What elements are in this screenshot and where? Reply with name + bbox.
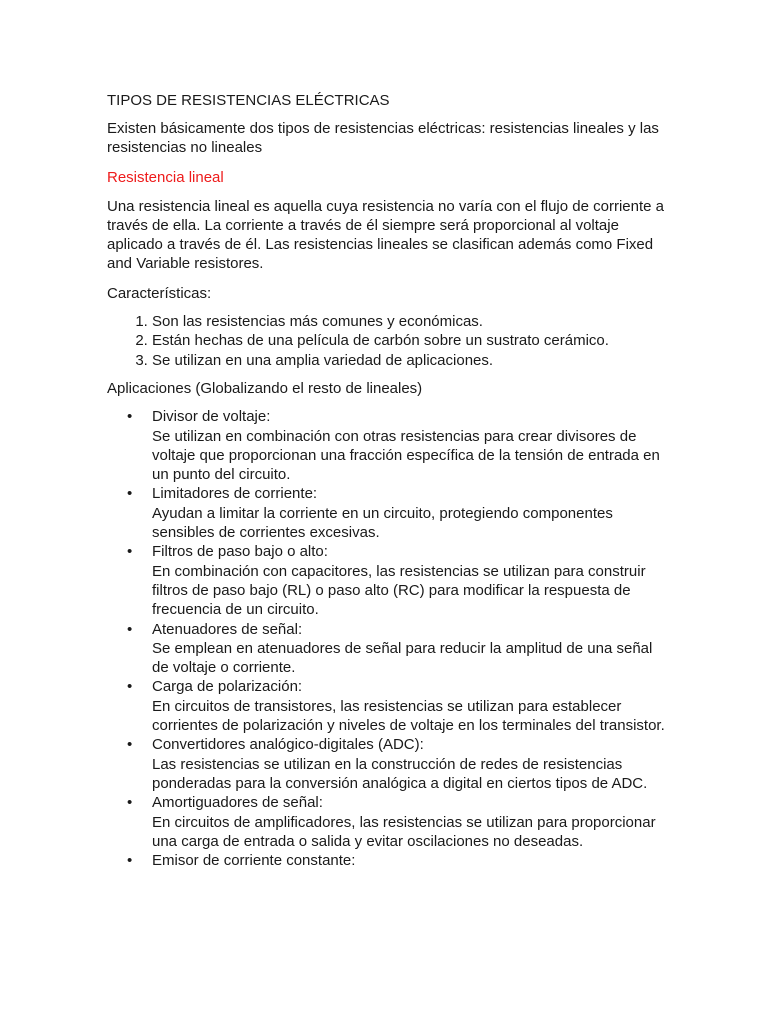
application-name: Amortiguadores de señal: [152, 794, 323, 812]
applications-item [127, 484, 667, 542]
application-description: Se emplean en atenuadores de señal para reducir la amplitud de una señal de voltaje o corriente. [152, 639, 653, 677]
applications-item [127, 851, 667, 870]
applications-item [127, 677, 667, 735]
application-name: Atenuadores de señal: [152, 620, 303, 638]
applications-item [127, 620, 667, 678]
section-paragraph: Una resistencia lineal es aquella cuya resistencia no varía con el flujo de corriente a través de ella. La corriente a través de él siempre será proporcional al voltaje aplicado a través de él. Las resistencias lineales se clasifican además como Fixed and Variable resistores. [107, 197, 664, 273]
applications-item [127, 793, 667, 851]
features-item: 3. Se utilizan en una amplia variedad de aplicaciones. [152, 351, 667, 371]
document-page [107, 91, 667, 870]
bullet-icon: • [127, 678, 133, 696]
applications-label: Aplicaciones (Globalizando el resto de lineales) [107, 380, 423, 398]
application-description: Ayudan a limitar la corriente en un circuito, protegiendo componentes sensibles de corrientes excesivas. [152, 504, 613, 542]
application-description: Se utilizan en combinación con otras resistencias para crear divisores de voltaje que proporcionan una fracción específica de la tensión de entrada en un punto del circuito. [152, 427, 660, 484]
application-name: Convertidores analógico-digitales (ADC): [152, 736, 424, 754]
application-name: Filtros de paso bajo o alto: [152, 543, 328, 561]
features-list [107, 312, 667, 371]
bullet-icon: • [127, 543, 133, 561]
bullet-icon: • [127, 852, 133, 870]
bullet-icon: • [127, 620, 133, 638]
application-description: En circuitos de transistores, las resistencias se utilizan para establecer corrientes de polarización y niveles de voltaje en los terminales del transistor. [152, 697, 665, 735]
document-title: TIPOS DE RESISTENCIAS ELÉCTRICAS [107, 92, 390, 109]
application-name: Divisor de voltaje: [152, 408, 271, 426]
application-name: Limitadores de corriente: [152, 485, 318, 503]
application-name: Emisor de corriente constante: [152, 852, 356, 870]
bullet-icon: • [127, 736, 133, 754]
intro-paragraph: Existen básicamente dos tipos de resistencias eléctricas: resistencias lineales y las resistencias no lineales [107, 120, 659, 157]
features-item: 1. Son las resistencias más comunes y económicas. [152, 312, 667, 332]
applications-item [127, 735, 667, 793]
applications-item [127, 407, 667, 484]
application-description: Las resistencias se utilizan en la construcción de redes de resistencias ponderadas para la conversión analógica a digital en ciertos tipos de ADC. [152, 755, 648, 792]
bullet-icon: • [127, 794, 133, 812]
applications-list [107, 407, 667, 870]
application-description: En combinación con capacitores, las resistencias se utilizan para construir filtros de paso bajo (RL) o paso alto (RC) para modificar la respuesta de frecuencia de un circuito. [152, 562, 646, 619]
application-name: Carga de polarización: [152, 678, 303, 696]
features-item: 2. Están hechas de una película de carbón sobre un sustrato cerámico. [152, 331, 667, 351]
application-description: En circuitos de amplificadores, las resistencias se utilizan para proporcionar una carga de entrada o salida y evitar oscilaciones no deseadas. [152, 813, 656, 850]
bullet-icon: • [127, 408, 133, 426]
features-label: Características: [107, 284, 212, 302]
section-heading: Resistencia lineal [107, 168, 224, 186]
applications-item [127, 542, 667, 619]
bullet-icon: • [127, 485, 133, 503]
